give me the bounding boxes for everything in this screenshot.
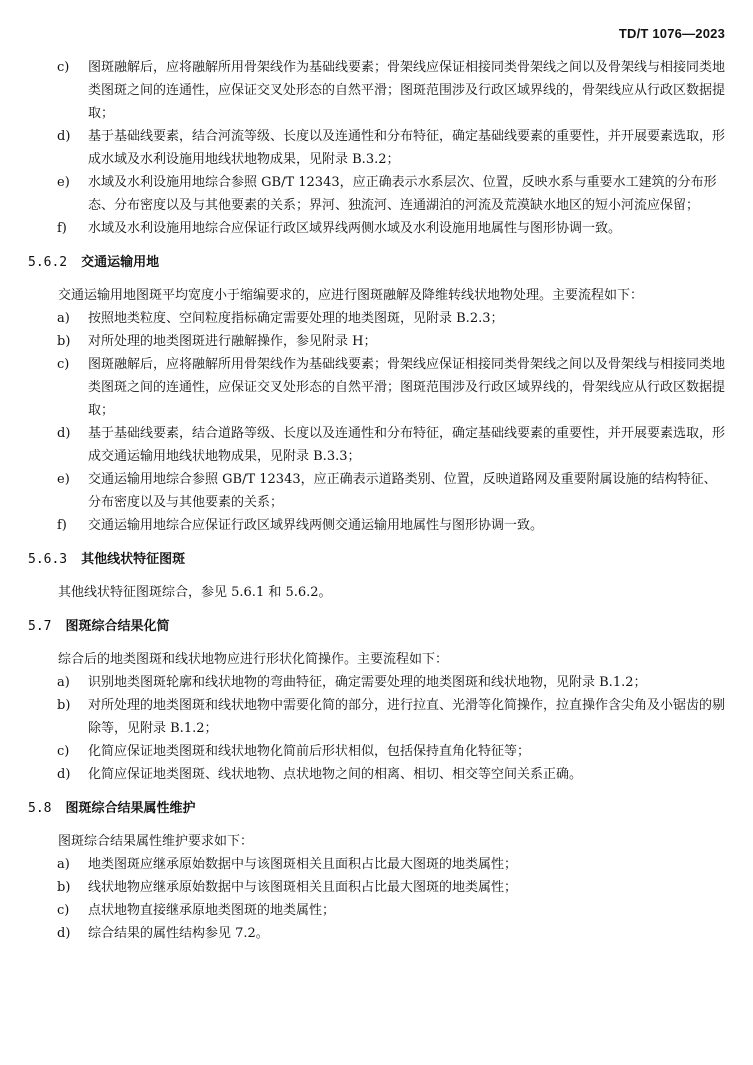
item-text: 对所处理的地类图斑进行融解操作，参见附录 H； bbox=[88, 334, 377, 349]
item-text: 水域及水利设施用地综合应保证行政区域界线两侧水域及水利设施用地属性与图形协调一致。 bbox=[88, 221, 622, 236]
list-item bbox=[28, 468, 728, 514]
item-label: b) bbox=[57, 698, 71, 713]
list-item bbox=[28, 56, 728, 125]
item-text: 交通运输用地综合参照 GB/T 12343，应正确表示道路类别、位置，反映道路网及重要附属设施的结构特征、分布密度以及与其他要素的关系； bbox=[88, 472, 717, 510]
section-heading-5-6-2 bbox=[28, 253, 728, 273]
list-item bbox=[28, 330, 728, 353]
item-label: a) bbox=[57, 675, 70, 690]
list-item bbox=[28, 694, 728, 740]
list-block-water bbox=[28, 56, 728, 240]
section-heading-5-7 bbox=[28, 617, 728, 637]
item-text: 线状地物应继承原始数据中与该图斑相关且面积占比最大图斑的地类属性； bbox=[88, 880, 518, 895]
item-text: 基于基础线要素，结合道路等级、长度以及连通性和分布特征，确定基础线要素的重要性，并开展要素选取，形成交通运输用地线状地物成果，见附录 B.3.3； bbox=[88, 426, 726, 464]
list-block-simplify bbox=[28, 671, 728, 786]
item-text: 图斑融解后，应将融解所用骨架线作为基础线要素；骨架线应保证相接同类骨架线之间以及骨架线与相接同类地类图斑之间的连通性，应保证交叉处形态的自然平滑；图斑范围涉及行政区域界线的，骨架线应从行政区数据提取； bbox=[88, 357, 726, 418]
document-body bbox=[28, 56, 728, 945]
list-item bbox=[28, 171, 728, 217]
list-item bbox=[28, 125, 728, 171]
section-title: 其他线状特征图斑 bbox=[81, 552, 186, 567]
item-label: c) bbox=[57, 903, 70, 918]
list-item bbox=[28, 899, 728, 922]
item-text: 基于基础线要素，结合河流等级、长度以及连通性和分布特征，确定基础线要素的重要性，并开展要素选取，形成水域及水利设施用地线状地物成果，见附录 B.3.2； bbox=[88, 129, 726, 167]
section-number: 5.7 bbox=[28, 619, 52, 634]
item-label: b) bbox=[57, 880, 71, 895]
item-text: 按照地类粒度、空间粒度指标确定需要处理的地类图斑，见附录 B.2.3； bbox=[88, 311, 504, 326]
item-text: 识别地类图斑轮廓和线状地物的弯曲特征，确定需要处理的地类图斑和线状地物，见附录 B.1.2； bbox=[88, 675, 647, 690]
item-label: d) bbox=[57, 767, 71, 782]
item-label: e) bbox=[57, 175, 70, 190]
item-text: 交通运输用地综合应保证行政区域界线两侧交通运输用地属性与图形协调一致。 bbox=[88, 518, 544, 533]
section-title: 交通运输用地 bbox=[81, 255, 160, 270]
item-label: f) bbox=[57, 221, 67, 236]
list-item bbox=[28, 876, 728, 899]
item-label: e) bbox=[57, 472, 70, 487]
section-number: 5.6.2 bbox=[28, 255, 68, 270]
list-item bbox=[28, 307, 728, 330]
list-item bbox=[28, 922, 728, 945]
item-text: 水域及水利设施用地综合参照 GB/T 12343，应正确表示水系层次、位置，反映水系与重要水工建筑的分布形态、分布密度以及与其他要素的关系；界河、独流河、连通湖泊的河流及荒漠缺水地区的短小河流应保留； bbox=[88, 175, 717, 213]
item-label: d) bbox=[57, 926, 71, 941]
section-intro: 综合后的地类图斑和线状地物应进行形状化简操作。主要流程如下： bbox=[58, 652, 449, 667]
item-label: a) bbox=[57, 311, 70, 326]
item-text: 化简应保证地类图斑、线状地物、点状地物之间的相离、相切、相交等空间关系正确。 bbox=[88, 767, 583, 782]
standard-code-header: TD/T 1076—2023 bbox=[618, 26, 725, 41]
item-label: c) bbox=[57, 744, 70, 759]
list-block-transport bbox=[28, 307, 728, 537]
section-heading-5-6-3 bbox=[28, 550, 728, 570]
list-item bbox=[28, 671, 728, 694]
item-label: b) bbox=[57, 334, 71, 349]
list-item bbox=[28, 853, 728, 876]
list-item bbox=[28, 514, 728, 537]
section-number: 5.6.3 bbox=[28, 552, 68, 567]
item-label: d) bbox=[57, 426, 71, 441]
section-intro: 图斑综合结果属性维护要求如下： bbox=[58, 834, 254, 849]
item-text: 图斑融解后，应将融解所用骨架线作为基础线要素；骨架线应保证相接同类骨架线之间以及骨架线与相接同类地类图斑之间的连通性，应保证交叉处形态的自然平滑；图斑范围涉及行政区域界线的，骨架线应从行政区数据提取； bbox=[88, 60, 726, 121]
section-intro: 交通运输用地图斑平均宽度小于缩编要求的，应进行图斑融解及降维转线状地物处理。主要流程如下： bbox=[58, 288, 644, 303]
item-text: 地类图斑应继承原始数据中与该图斑相关且面积占比最大图斑的地类属性； bbox=[88, 857, 518, 872]
item-text: 综合结果的属性结构参见 7.2。 bbox=[88, 926, 269, 941]
item-label: c) bbox=[57, 60, 70, 75]
section-intro: 其他线状特征图斑综合，参见 5.6.1 和 5.6.2。 bbox=[58, 585, 332, 600]
list-block-attributes bbox=[28, 853, 728, 945]
item-text: 化简应保证地类图斑和线状地物化简前后形状相似，包括保持直角化特征等； bbox=[88, 744, 531, 759]
section-title: 图斑综合结果化简 bbox=[65, 619, 170, 634]
list-item bbox=[28, 217, 728, 240]
item-text: 点状地物直接继承原地类图斑的地类属性； bbox=[88, 903, 336, 918]
item-label: c) bbox=[57, 357, 70, 372]
list-item bbox=[28, 353, 728, 422]
section-heading-5-8 bbox=[28, 799, 728, 819]
item-text: 对所处理的地类图斑和线状地物中需要化简的部分，进行拉直、光滑等化简操作，拉直操作含尖角及小锯齿的剔除等，见附录 B.1.2； bbox=[88, 698, 726, 736]
list-item bbox=[28, 422, 728, 468]
item-label: d) bbox=[57, 129, 71, 144]
section-title: 图斑综合结果属性维护 bbox=[65, 801, 196, 816]
item-label: a) bbox=[57, 857, 70, 872]
list-item bbox=[28, 763, 728, 786]
section-number: 5.8 bbox=[28, 801, 52, 816]
list-item bbox=[28, 740, 728, 763]
item-label: f) bbox=[57, 518, 67, 533]
